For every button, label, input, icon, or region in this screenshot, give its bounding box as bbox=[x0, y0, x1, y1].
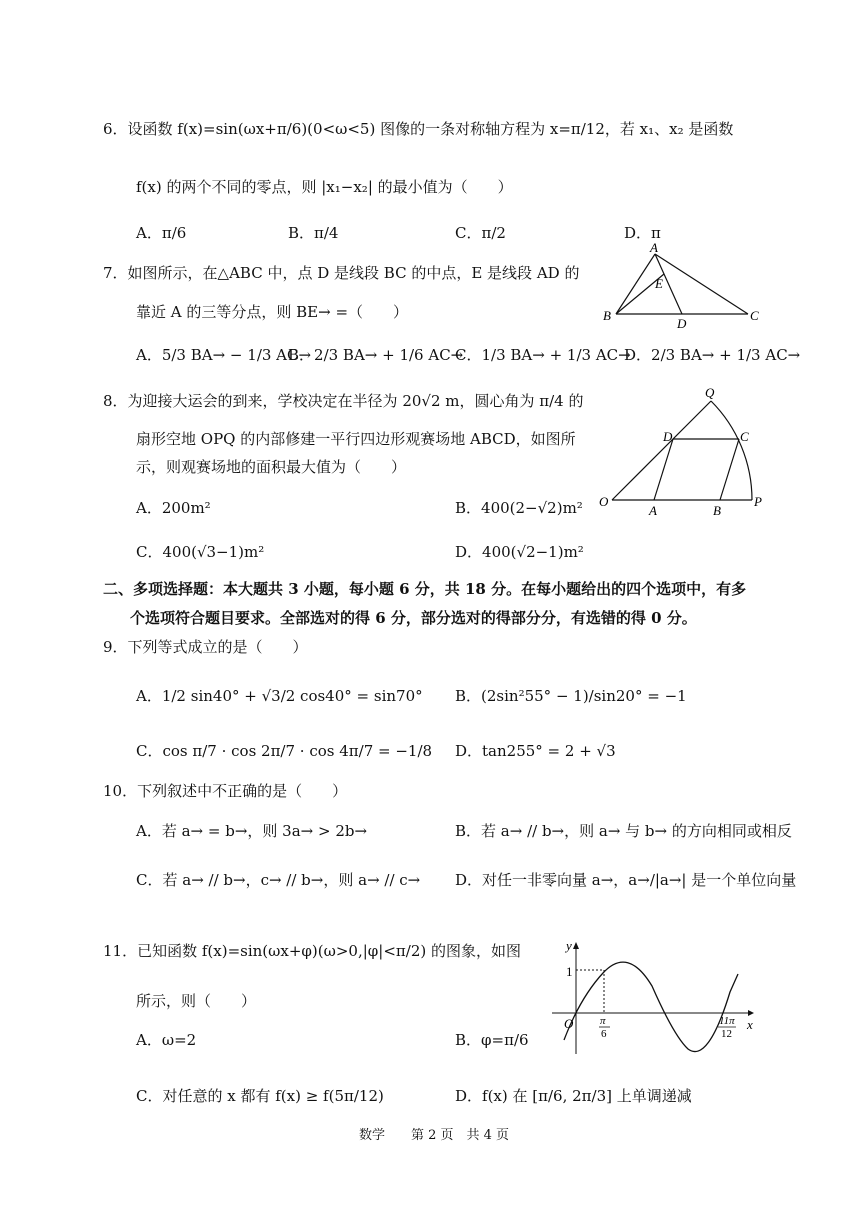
q6-option-c: C．π/2 bbox=[455, 224, 506, 242]
q8-label-p: P bbox=[754, 494, 762, 509]
q10-stem: 10．下列叙述中不正确的是（ ） bbox=[103, 782, 348, 800]
q7-label-c: C bbox=[750, 308, 759, 323]
q11-option-b: B．φ=π/6 bbox=[455, 1031, 529, 1049]
q7-label-b: B bbox=[603, 308, 611, 323]
q8-arc-pq bbox=[711, 401, 752, 500]
q8-line1: 8．为迎接大运会的到来，学校决定在半径为 20√2 m，圆心角为 π/4 的 bbox=[103, 392, 584, 410]
q6-line1: 6．设函数 f(x)=sin(ωx+π/6)(0<ω<5) 图像的一条对称轴方程为 x=π/12，若 x₁、x₂ 是函数 bbox=[103, 120, 734, 138]
q8-line3: 示，则观赛场地的面积最大值为（ ） bbox=[136, 458, 407, 476]
q8-label-d: D bbox=[663, 429, 673, 444]
q10-option-a: A．若 a→ = b→，则 3a→ > 2b→ bbox=[136, 822, 368, 840]
q11-option-a: A．ω=2 bbox=[136, 1031, 197, 1049]
q11-y-axis-arrow bbox=[573, 942, 579, 949]
section2-heading-line1: 二、多项选择题：本大题共 3 小题，每小题 6 分，共 18 分。在每小题给出的四个选项中，有多 bbox=[103, 580, 747, 598]
q6-option-a: A．π/6 bbox=[136, 224, 187, 242]
q11-label-y: y bbox=[566, 938, 572, 953]
q7-option-a: A．5/3 BA→ − 1/3 AC→ bbox=[136, 346, 312, 364]
q8-label-b: B bbox=[713, 503, 721, 518]
q10-option-b: B．若 a→ // b→，则 a→ 与 b→ 的方向相同或相反 bbox=[455, 822, 792, 840]
q8-option-a: A．200m² bbox=[136, 499, 211, 517]
q11-sine-graph bbox=[548, 936, 758, 1061]
q7-triangle-figure bbox=[598, 242, 768, 332]
q11-label-origin: O bbox=[564, 1016, 574, 1031]
q8-label-a: A bbox=[649, 503, 657, 518]
q8-option-b: B．400(2−√2)m² bbox=[455, 499, 583, 517]
q8-label-c: C bbox=[740, 429, 749, 444]
q9-stem: 9．下列等式成立的是（ ） bbox=[103, 638, 308, 656]
q10-option-d: D．对任一非零向量 a→，a→/|a→| 是一个单位向量 bbox=[455, 871, 797, 889]
q8-label-o: O bbox=[599, 494, 609, 509]
q7-option-c: C．1/3 BA→ + 1/3 AC→ bbox=[455, 346, 631, 364]
q11-x-axis-arrow bbox=[748, 1010, 754, 1016]
q6-line2: f(x) 的两个不同的零点，则 |x₁−x₂| 的最小值为（ ） bbox=[136, 178, 513, 196]
q9-option-d: D．tan255° = 2 + √3 bbox=[455, 742, 616, 760]
q7-line2: 靠近 A 的三等分点，则 BE→ =（ ） bbox=[136, 303, 409, 321]
q8-line2: 扇形空地 OPQ 的内部修建一平行四边形观赛场地 ABCD，如图所 bbox=[136, 430, 576, 448]
q11-label-one: 1 bbox=[566, 964, 573, 979]
q11-label-11pi12-numerator: 11π bbox=[719, 1015, 735, 1027]
page-footer: 数学 第 2 页 共 4 页 bbox=[358, 1128, 510, 1143]
q9-option-a: A．1/2 sin40° + √3/2 cos40° = sin70° bbox=[136, 687, 423, 705]
q7-label-e: E bbox=[655, 276, 663, 291]
q11-sine-curve bbox=[564, 962, 738, 1051]
q10-option-c: C．若 a→ // b→，c→ // b→，则 a→ // c→ bbox=[136, 871, 421, 889]
q8-radius-oq bbox=[612, 401, 711, 500]
q11-label-x: x bbox=[747, 1017, 753, 1032]
q8-sector-figure bbox=[596, 384, 776, 520]
q7-option-b: B．2/3 BA→ + 1/6 AC→ bbox=[288, 346, 464, 364]
q11-line1: 11．已知函数 f(x)=sin(ωx+φ)(ω>0,|φ|<π/2) 的图象，如图 bbox=[103, 942, 521, 960]
q9-option-c: C．cos π/7 · cos 2π/7 · cos 4π/7 = −1/8 bbox=[136, 742, 433, 760]
q6-option-b: B．π/4 bbox=[288, 224, 339, 242]
q7-edge-ab bbox=[616, 254, 655, 314]
section2-heading-line2: 个选项符合题目要求。全部选对的得 6 分，部分选对的得部分分，有选错的得 0 分。 bbox=[130, 609, 697, 627]
q9-option-b: B．(2sin²55° − 1)/sin20° = −1 bbox=[455, 687, 687, 705]
q11-option-c: C．对任意的 x 都有 f(x) ≥ f(5π/12) bbox=[136, 1087, 384, 1105]
q7-line1: 7．如图所示，在△ABC 中，点 D 是线段 BC 的中点，E 是线段 AD 的 bbox=[103, 264, 580, 282]
q11-option-d: D．f(x) 在 [π/6, 2π/3] 上单调递减 bbox=[455, 1087, 692, 1105]
q8-label-q: Q bbox=[705, 385, 715, 400]
q11-label-pi6-numerator: π bbox=[600, 1015, 606, 1027]
q8-option-c: C．400(√3−1)m² bbox=[136, 543, 265, 561]
q7-label-a: A bbox=[650, 242, 658, 255]
q8-side-bc bbox=[720, 439, 739, 500]
q7-label-d: D bbox=[677, 316, 687, 331]
q11-line2: 所示，则（ ） bbox=[136, 992, 257, 1010]
q8-option-d: D．400(√2−1)m² bbox=[455, 543, 584, 561]
q11-label-pi6-denominator: 6 bbox=[601, 1028, 607, 1040]
q6-option-d: D．π bbox=[624, 224, 661, 242]
q11-label-11pi12-denominator: 12 bbox=[721, 1028, 732, 1040]
q7-option-d: D．2/3 BA→ + 1/3 AC→ bbox=[624, 346, 801, 364]
